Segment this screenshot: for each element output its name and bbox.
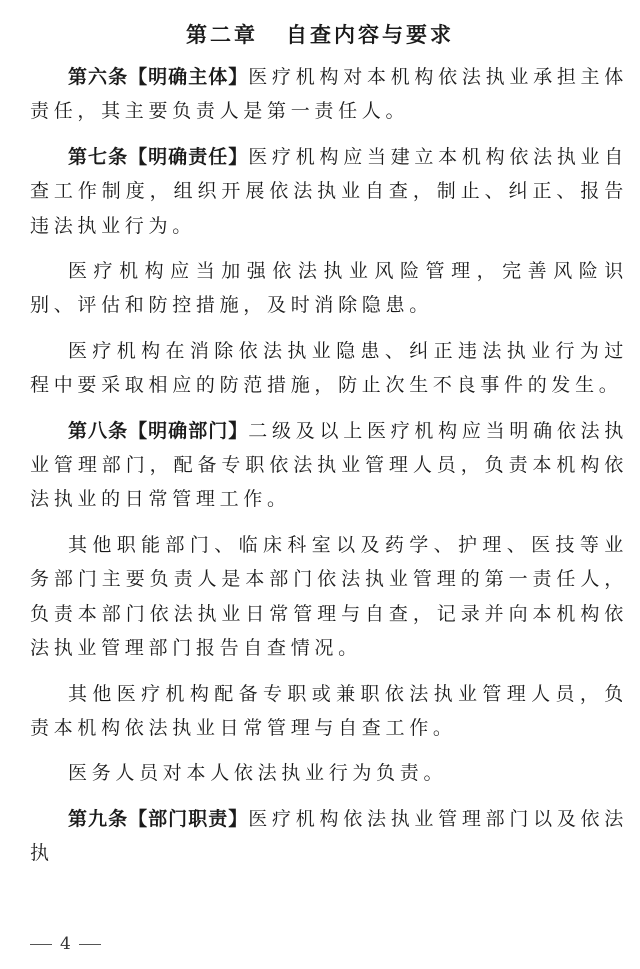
chapter-title: 自查内容与要求 <box>286 23 454 47</box>
paragraph-4 <box>30 334 628 403</box>
paragraph-text: 医疗机构依法执业管理部门以及依法执 <box>30 807 628 865</box>
article-label: 第九条【部门职责】 <box>68 807 249 830</box>
footer-dash-left <box>30 944 52 945</box>
footer-dash-right <box>79 944 101 945</box>
paragraph-text: 其他医疗机构配备专职或兼职依法执业管理人员，负责本机构依法执业日常管理与自查工作。 <box>30 682 628 739</box>
paragraph-text: 二级及以上医疗机构应当明确依法执业管理部门，配备专职依法执业管理人员，负责本机构依法执业的日常管理工作。 <box>30 419 628 511</box>
article-label: 第六条【明确主体】 <box>68 66 249 88</box>
chapter-number: 第二章 <box>186 23 258 47</box>
paragraph-6 <box>30 528 628 666</box>
paragraph-text: 医疗机构应当建立本机构依法执业自查工作制度，组织开展依法执业自查，制止、纠正、报告违法执业行为。 <box>30 145 628 237</box>
paragraph-text: 医疗机构在消除依法执业隐患、纠正违法执业行为过程中要采取相应的防范措施，防止次生不良事件的发生。 <box>30 339 628 397</box>
paragraph-8 <box>30 756 628 790</box>
chapter-heading <box>0 20 640 50</box>
paragraph-text: 医务人员对本人依法执业行为负责。 <box>68 762 448 785</box>
paragraph-3 <box>30 254 628 323</box>
page-footer <box>30 934 101 954</box>
paragraph-text: 医疗机构对本机构依法执业承担主体责任，其主要负责人是第一责任人。 <box>30 66 628 123</box>
article-label: 第八条【明确部门】 <box>68 419 249 442</box>
article-body <box>30 60 628 882</box>
page-number: 4 <box>60 934 71 954</box>
paragraph-5 <box>30 414 628 517</box>
paragraph-2 <box>30 140 628 243</box>
paragraph-1 <box>30 60 628 129</box>
paragraph-text: 医疗机构应当加强依法执业风险管理，完善风险识别、评估和防控措施，及时消除隐患。 <box>30 260 628 317</box>
article-label: 第七条【明确责任】 <box>68 145 249 168</box>
paragraph-7 <box>30 677 628 746</box>
paragraph-text: 其他职能部门、临床科室以及药学、护理、医技等业务部门主要负责人是本部门依法执业管理的第一责任人，负责本部门依法执业日常管理与自查，记录并向本机构依法执业管理部门报告自查情况。 <box>30 533 628 660</box>
paragraph-9 <box>30 802 628 871</box>
